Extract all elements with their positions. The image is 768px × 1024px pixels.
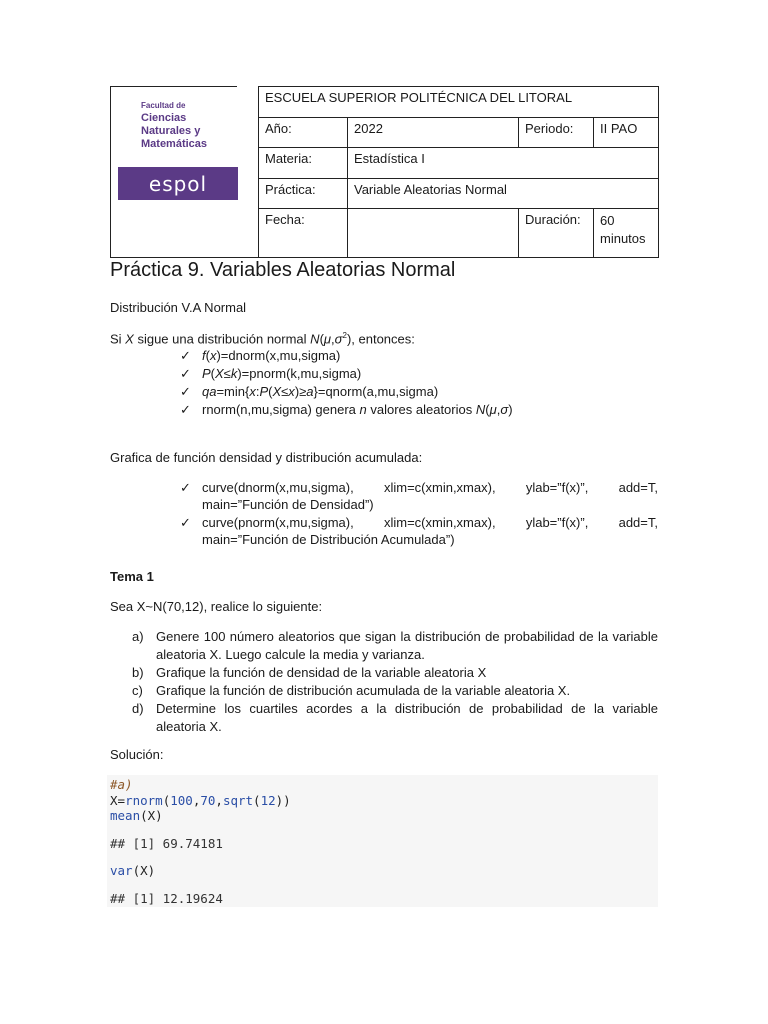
- period-label: Periodo:: [519, 118, 594, 148]
- date-value: [348, 208, 519, 257]
- task-text: Grafique la función de distribución acumulada de la variable aleatoria X.: [156, 683, 571, 698]
- intro-paren: (: [319, 331, 324, 347]
- list-item: [132, 628, 658, 664]
- code-line-mean: mean(X): [110, 808, 163, 823]
- list-item: ✓ rnorm(n,mu,sigma) genera n valores aleatorios N(μ,σ): [180, 402, 513, 417]
- faculty-line-3: Matemáticas: [141, 138, 208, 150]
- check-icon: ✓: [180, 384, 191, 399]
- intro-text-end: ), entonces:: [346, 331, 415, 347]
- list-item: [132, 700, 658, 736]
- intro-n: N: [310, 331, 320, 347]
- list-item: ✓ P(X≤k)=pnorm(k,mu,sigma): [180, 366, 362, 381]
- solution-label: Solución:: [110, 747, 164, 762]
- code-line-rnorm: X=rnorm(100,70,sqrt(12)): [110, 793, 291, 808]
- task-text: Determine los cuartiles acordes a la distribución de probabilidad de la variable aleatoria X.: [156, 701, 658, 734]
- subject-value: Estadística I: [348, 148, 659, 178]
- code-comment: #a): [110, 777, 133, 792]
- logo-cell: [110, 86, 259, 258]
- faculty-small-text: Facultad de: [141, 101, 186, 110]
- header-block: [110, 86, 659, 258]
- list-item: [180, 514, 658, 548]
- section-distribution: Distribución V.A Normal: [110, 300, 247, 315]
- graph-item-density: curve(dnorm(x,mu,sigma), xlim=c(xmin,xmax), ylab=”f(x)”, add=T, main=”Función de Densidad”): [202, 480, 658, 512]
- period-value: II PAO: [594, 118, 659, 148]
- list-item: [132, 664, 658, 682]
- list-item: [132, 682, 658, 700]
- intro-var-x: X: [125, 331, 134, 347]
- check-icon: ✓: [180, 402, 191, 417]
- practice-value: Variable Aleatorias Normal: [348, 178, 659, 208]
- graph-list: [180, 479, 658, 549]
- institution-cell: ESCUELA SUPERIOR POLITÉCNICA DEL LITORAL: [259, 87, 659, 118]
- tema-heading: Tema 1: [110, 569, 154, 584]
- info-table: [258, 86, 659, 258]
- espol-logo: espol: [118, 167, 238, 200]
- intro-mu: μ: [323, 331, 332, 347]
- check-icon: ✓: [180, 480, 191, 495]
- intro-sup: 2: [342, 331, 347, 340]
- graph-item-cumulative: curve(pnorm(x,mu,sigma), xlim=c(xmin,xmax), ylab=”f(x)”, add=T, main=”Función de Distribución Acumulada”): [202, 515, 658, 547]
- check-icon: ✓: [180, 366, 191, 381]
- code-output-var: ## [1] 12.19624: [110, 891, 223, 906]
- page-title: Práctica 9. Variables Aleatorias Normal: [110, 259, 456, 281]
- check-icon: ✓: [180, 515, 191, 530]
- task-label: d): [132, 701, 144, 716]
- tema-intro: Sea X~N(70,12), realice lo siguiente:: [110, 599, 323, 614]
- faculty-line-2: Naturales y: [141, 125, 201, 137]
- task-label: c): [132, 683, 143, 698]
- intro-paragraph: [110, 331, 415, 346]
- faculty-name: [141, 112, 207, 151]
- duration-value: 60 minutos: [594, 208, 659, 257]
- intro-comma: ,: [331, 331, 335, 347]
- code-block: [107, 775, 658, 907]
- list-item: [180, 479, 658, 513]
- list-item: ✓ f(x)=dnorm(x,mu,sigma): [180, 348, 341, 363]
- task-text: Genere 100 número aleatorios que sigan la distribución de probabilidad de la variable aleatoria X. Luego calcule la media y varianza.: [156, 629, 658, 662]
- task-label: a): [132, 629, 144, 644]
- graph-intro: Grafica de función densidad y distribución acumulada:: [110, 450, 423, 465]
- task-label: b): [132, 665, 144, 680]
- date-label: Fecha:: [259, 208, 348, 257]
- subject-label: Materia:: [259, 148, 348, 178]
- intro-text-2: sigue una distribución normal: [133, 331, 311, 347]
- intro-sigma: σ: [334, 331, 343, 347]
- year-value: 2022: [348, 118, 519, 148]
- task-text: Grafique la función de densidad de la variable aleatoria X: [156, 665, 487, 680]
- task-list: [132, 628, 658, 736]
- list-item: ✓ qa=min{x:P(X≤x)≥a}=qnorm(a,mu,sigma): [180, 384, 439, 399]
- intro-text-1: Si: [110, 331, 126, 347]
- function-list: [180, 347, 513, 419]
- code-output-mean: ## [1] 69.74181: [110, 836, 223, 851]
- year-label: Año:: [259, 118, 348, 148]
- duration-label: Duración:: [519, 208, 594, 257]
- practice-label: Práctica:: [259, 178, 348, 208]
- code-line-var: var(X): [110, 863, 156, 878]
- faculty-line-1: Ciencias: [141, 112, 187, 124]
- check-icon: ✓: [180, 348, 191, 363]
